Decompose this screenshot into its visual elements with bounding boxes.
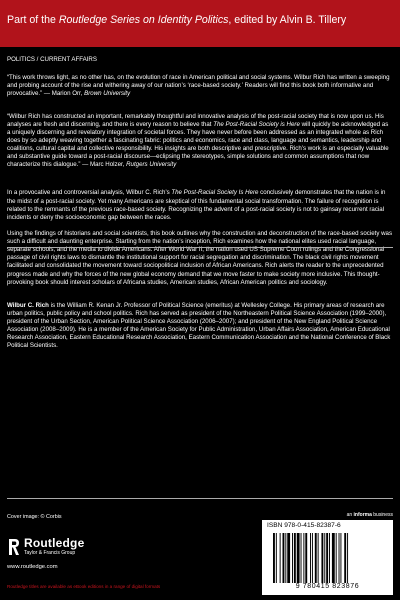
routledge-logo-icon — [7, 538, 20, 556]
barcode-image — [271, 533, 389, 583]
series-prefix: Part of the — [7, 14, 59, 26]
endorsement-quote — [7, 113, 393, 170]
informa-tagline — [347, 512, 393, 518]
quote-text: will quickly be acknowledged as a uniquely discerning and revelatory integration of societal forces. They have never before been addressed as an integrated whole as Rich does by so adeptly weaving together a fascinating fabric: politics and economics, race and class, language and semantics, leadership and coalitions, cultural capital and collective responsibility. His insights are both descriptive and prescriptive. Rich’s work is an especially valuable and substantive guide toward a post-racial discourse—eclipsing the stereotypes, simple solutions and common assumptions that now characterize this dialogue.” — — [7, 120, 389, 169]
author-bio-text: is the William R. Kenan Jr. Professor of Political Science (emeritus) at Wellesley College. His primary areas of research are urban politics, public policy and school politics. Rich has served as president of the Northeastern Political Science Association (1999–2000), president of the Urban Section, American Political Science Association (2006–2007); and president of the New England Political Science Association (2008–2009). He is a member of the American Society for Public Administration, Urban Affairs Association, American Educational Research Association, Eastern Educational Research Association, Eastern Communication Association and the National Conference of Black Political Scientists. — [7, 301, 391, 350]
publisher-url: www.routledge.com — [7, 564, 58, 570]
description-text: conclusively demonstrates that the nation is in the midst of a post-racial society. Yet many Americans are skeptical of this fundamental social transformation. The failure of recognition is related to the remnants of the previous race-based society. Recognizing the advent of a post-racial society is not to gainsay recurrent racial incidents or deny the socioeconomic gap between the races. — [7, 189, 386, 221]
series-name: Routledge Series on Identity Politics — [58, 14, 229, 26]
quote-text: “Wilbur Rich has constructed an important, remarkably thoughtful and innovative analysis of the post-racial society that is now upon us. His analyses are fresh and discerning, and there is every reason to believe that — [7, 112, 384, 128]
description-paragraph — [7, 230, 393, 287]
author-bio — [7, 302, 393, 351]
quote-author: Marion Orr, — [51, 90, 85, 98]
back-cover-text — [7, 56, 393, 359]
quote-book-title: The Post-Racial Society is Here — [213, 120, 300, 128]
cover-image-credit: Cover image: © Corbis — [7, 514, 62, 520]
description-text: Using the findings of historians and social scientists, this book outlines why the construction and deconstruction of the race-based society was such a difficult and daunting enterprise. Starting from the nation’s inception, Rich examines how the national elites used racial language, separate schools, and the media to divide Americans. After World War II, the nation used US Supreme Court rulings and the Congressional passage of civil rights laws to dismantle the institutional support for racial segregation and discrimination. The black civil rights movement facilitated and consolidated the movement toward sociopolitical inclusion of African Americans. Rich alerts the reader to the unprecedented progress made and why the forces of the new global economy demand that we move faster to make society more inclusive. This thought-provoking book should interest scholars of Africana studies, American studies, African American politics and sociology. — [7, 229, 393, 286]
publisher-group: Taylor & Francis Group — [24, 550, 76, 556]
informa-suffix: business — [371, 512, 393, 518]
publisher-name: Routledge — [24, 536, 85, 550]
quote-text: “This work throws light, as no other has, on the evolution of race in American political and social systems. Wilbur Rich has written a sweeping and probing account of the rise and withering away of our nation’s ‘race-based society.’ Readers will find this book both informative and provocative.” — — [7, 74, 390, 98]
description-paragraph — [7, 189, 393, 222]
isbn-barcode-panel — [262, 520, 393, 595]
divider — [7, 498, 393, 499]
author-name: Wilbur C. Rich — [7, 301, 49, 309]
series-suffix: , edited by Alvin B. Tillery — [228, 14, 347, 26]
informa-prefix: an — [346, 512, 354, 518]
description-text: In a provocative and controversial analysis, Wilbur C. Rich’s — [7, 189, 172, 197]
endorsement-quote — [7, 74, 393, 98]
divider — [7, 247, 393, 248]
informa-name: informa — [353, 512, 372, 518]
quote-affiliation: Brown University — [84, 90, 131, 98]
isbn-label: ISBN 978-0-415-82387-6 — [267, 522, 341, 529]
quote-author: Marc Holzer, — [89, 161, 127, 169]
subject-category: POLITICS / CURRENT AFFAIRS — [7, 56, 97, 63]
back-cover-footer — [0, 500, 400, 600]
ebook-note: Routledge titles are available as eBook editions in a range of digital formats — [7, 584, 161, 589]
barcode-digits: 9 780415 823876 — [295, 583, 360, 590]
quote-affiliation: Rutgers University — [126, 161, 177, 169]
series-banner — [0, 0, 400, 47]
description-book-title: The Post-Racial Society Is Here — [171, 189, 259, 197]
